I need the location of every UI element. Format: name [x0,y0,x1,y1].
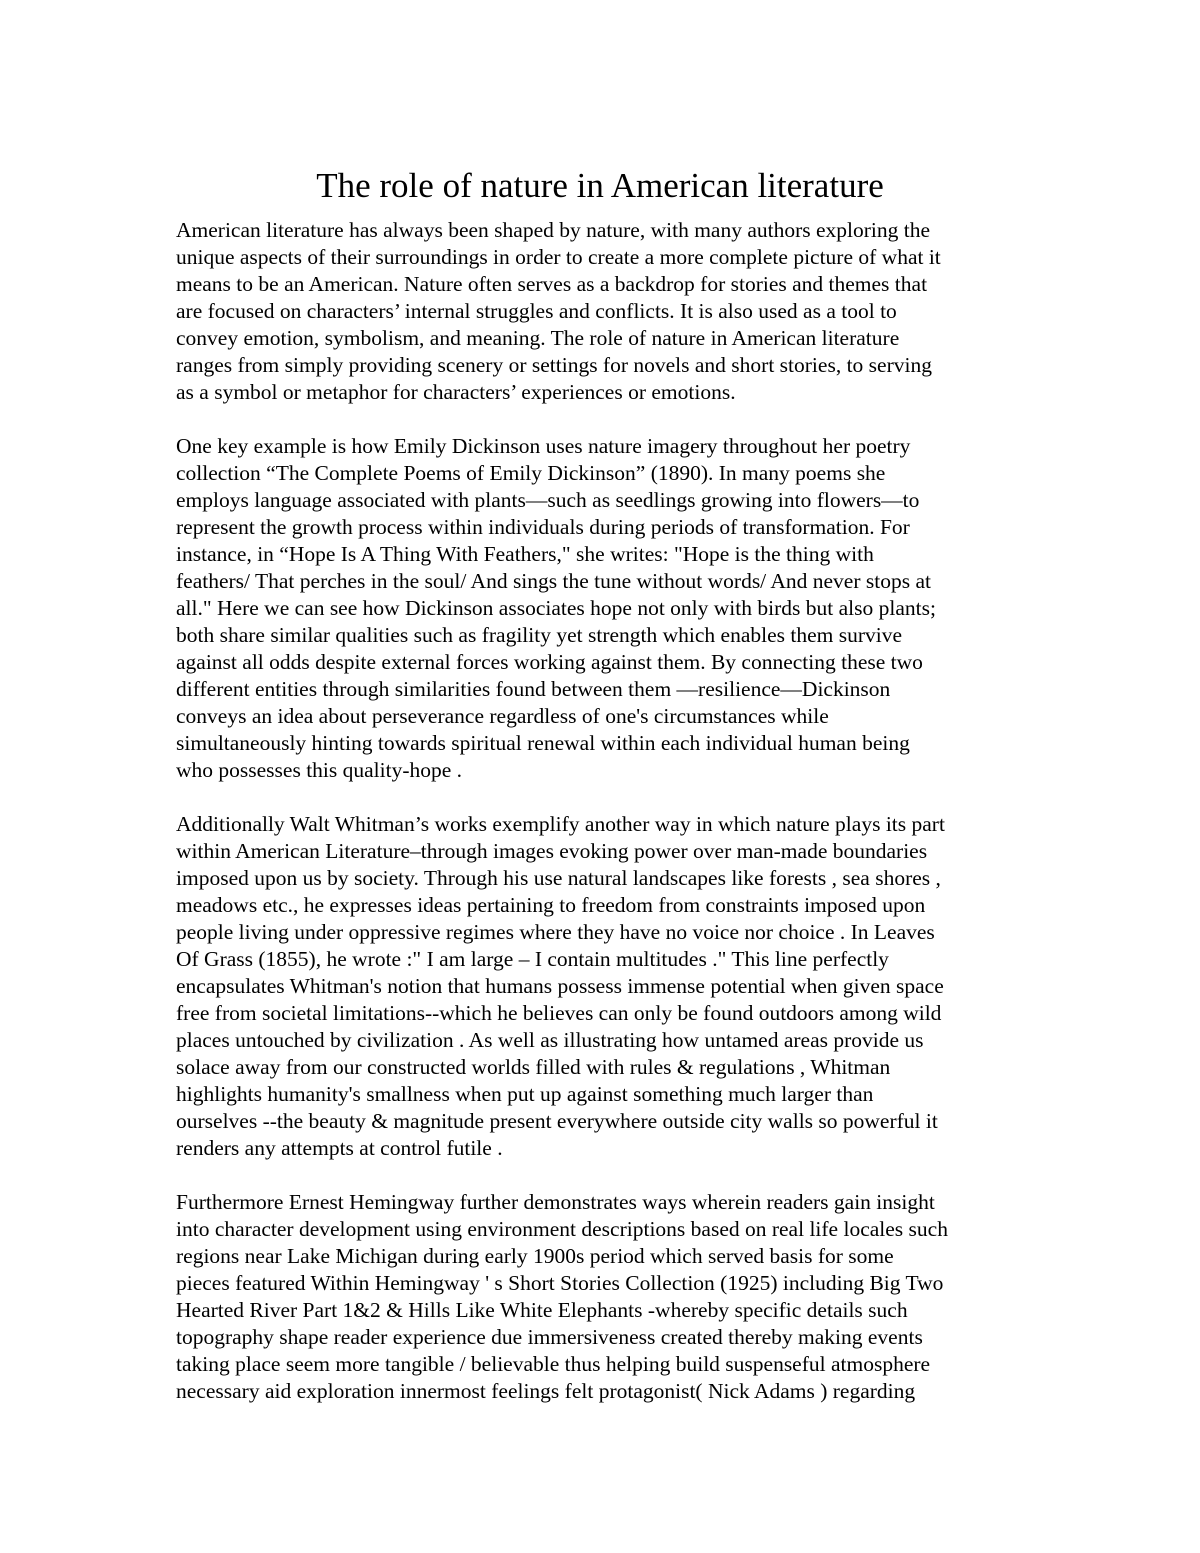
text-line: Hearted River Part 1&2 & Hills Like White Elephants -whereby specific details such [176,1298,908,1322]
body-paragraph [176,1189,1036,1405]
text-line: people living under oppressive regimes where they have no voice nor choice . In Leaves [176,920,935,944]
text-line: feathers/ That perches in the soul/ And sings the tune without words/ And never stops at [176,569,931,593]
text-line: imposed upon us by society. Through his use natural landscapes like forests , sea shores , [176,866,941,890]
text-line: both share similar qualities such as fragility yet strength which enables them survive [176,623,903,647]
text-line: into character development using environment descriptions based on real life locales such [176,1217,948,1241]
text-line: free from societal limitations--which he believes can only be found outdoors among wild [176,1001,942,1025]
text-line: means to be an American. Nature often serves as a backdrop for stories and themes that [176,272,928,296]
text-line: convey emotion, symbolism, and meaning. The role of nature in American literature [176,326,900,350]
text-line: are focused on characters’ internal struggles and conflicts. It is also used as a tool to [176,299,897,323]
text-line: as a symbol or metaphor for characters’ experiences or emotions. [176,380,736,404]
text-line: against all odds despite external forces working against them. By connecting these two [176,650,923,674]
body-paragraph [176,811,1036,1162]
text-line: One key example is how Emily Dickinson uses nature imagery throughout her poetry [176,434,911,458]
text-line: necessary aid exploration innermost feelings felt protagonist( Nick Adams ) regarding [176,1379,916,1403]
text-line: renders any attempts at control futile . [176,1136,503,1160]
document-title: The role of nature in American literature [316,166,884,205]
text-line: taking place seem more tangible / believable thus helping build suspenseful atmosphere [176,1352,931,1376]
text-line: American literature has always been shaped by nature, with many authors exploring the [176,218,931,242]
text-line: regions near Lake Michigan during early 1900s period which served basis for some [176,1244,894,1268]
text-line: collection “The Complete Poems of Emily Dickinson” (1890). In many poems she [176,461,886,485]
text-line: instance, in “Hope Is A Thing With Feathers," she writes: "Hope is the thing with [176,542,874,566]
text-line: represent the growth process within individuals during periods of transformation. For [176,515,910,539]
text-line: different entities through similarities found between them —resilience—Dickinson [176,677,891,701]
text-line: places untouched by civilization . As well as illustrating how untamed areas provide us [176,1028,924,1052]
text-line: Furthermore Ernest Hemingway further demonstrates ways wherein readers gain insight [176,1190,935,1214]
text-line: unique aspects of their surroundings in order to create a more complete picture of what it [176,245,941,269]
body-paragraph [176,433,1036,784]
text-line: within American Literature–through images evoking power over man-made boundaries [176,839,928,863]
text-line: meadows etc., he expresses ideas pertaining to freedom from constraints imposed upon [176,893,926,917]
text-line: who possesses this quality-hope . [176,758,463,782]
text-line: simultaneously hinting towards spiritual renewal within each individual human being [176,731,910,755]
text-line: all." Here we can see how Dickinson associates hope not only with birds but also plants; [176,596,936,620]
text-line: Additionally Walt Whitman’s works exemplify another way in which nature plays its part [176,812,945,836]
text-line: conveys an idea about perseverance regardless of one's circumstances while [176,704,829,728]
text-line: employs language associated with plants—such as seedlings growing into flowers—to [176,488,920,512]
text-line: pieces featured Within Hemingway ' s Short Stories Collection (1925) including Big Two [176,1271,944,1295]
text-line: ourselves --the beauty & magnitude present everywhere outside city walls so powerful it [176,1109,938,1133]
text-line: encapsulates Whitman's notion that humans possess immense potential when given space [176,974,944,998]
text-line: ranges from simply providing scenery or settings for novels and short stories, to serving [176,353,932,377]
text-line: Of Grass (1855), he wrote :" I am large – I contain multitudes ." This line perfectly [176,947,889,971]
text-line: topography shape reader experience due immersiveness created thereby making events [176,1325,923,1349]
text-line: solace away from our constructed worlds filled with rules & regulations , Whitman [176,1055,891,1079]
text-line: highlights humanity's smallness when put up against something much larger than [176,1082,874,1106]
document-body [176,217,1036,1432]
body-paragraph [176,217,1036,406]
